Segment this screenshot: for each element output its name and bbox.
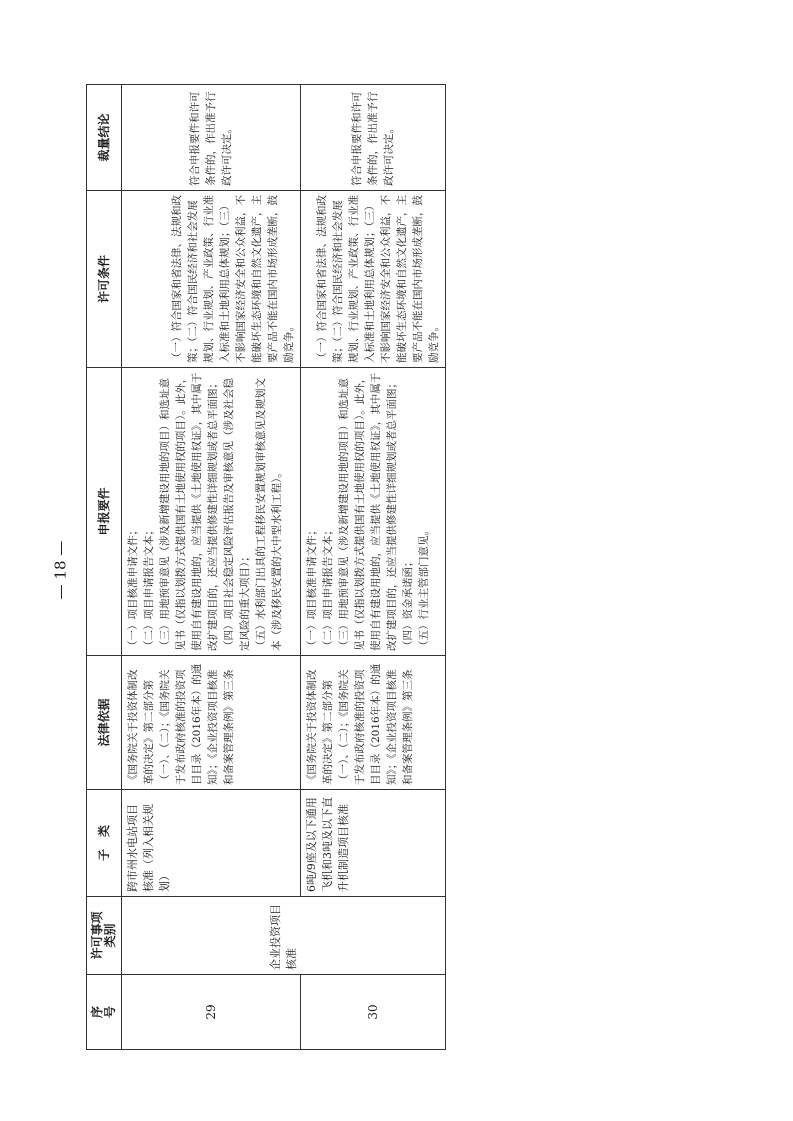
- requirement-item: （二）项目申请报告文本；: [143, 525, 155, 651]
- legal-basis-cell: 《国务院关于投资体制改革的决定》第二部分第（一）、（二）；《国务院关于发布政府核准的投资项目目录（2016年本）的通知》；《企业投资项目核准和备案管理条例》第三条: [122, 656, 301, 790]
- requirement-item: （三）用地预审意见（涉及新增建设用地的项目）和选址意见书（仅指以划拨方式提供国有土地使用权的项目）。此外，使用自有建设用地的，应当提供《土地使用权证》，其中属于改扩建项目的，还应当提供修建性详细规划或者总平面图；: [159, 372, 219, 651]
- requirements-cell: [301, 368, 446, 656]
- category-cell: 企业投资项目核准: [122, 897, 446, 975]
- subcategory-cell: 6吨/9座及以下通用飞机和3吨及以下直升机制造项目核准: [301, 790, 446, 897]
- requirement-item: （一）项目核准申请文件；: [127, 525, 139, 651]
- header-subcategory: 子 类: [87, 790, 122, 897]
- requirement-item: （三）用地预审意见（涉及新增建设用地的项目）和选址意见书（仅指以划拨方式提供国有土地使用权的项目）。此外，使用自有建设用地的，应当提供《土地使用权证》，其中属于改扩建项目的，还应当提供修建性详细规划或者总平面图；: [338, 372, 399, 651]
- legal-basis-cell: 《国务院关于投资体制改革的决定》第二部分第（一）、（二）；《国务院关于发布政府核准的投资项目目录（2016年本）的通知》；《企业投资项目核准和备案管理条例》第三条: [301, 656, 446, 790]
- requirement-item: （四）资金承诺函；: [402, 556, 415, 651]
- conditions-cell: （一）符合国家和省法律、法规和政策；（二）符合国民经济和社会发展规划、行业规划、产业政策、行业准入标准和土地利用总体规划；（三）不影响国家经济安全和公众利益，不能破坏生态环境和自然文化遗产，主要产品不能在国内市场形成垄断，鼓励竞争。: [122, 191, 301, 368]
- header-requirements: 申报要件: [87, 368, 122, 656]
- header-no-line1: 序: [90, 1006, 104, 1019]
- table-row: [122, 85, 301, 1050]
- requirement-item: （五）水利部门出具的工程移民安置规划审核意见及规划文本（涉及移民安置的大中型水利工程）。: [255, 378, 283, 651]
- rotated-table-wrapper: [86, 85, 446, 1050]
- requirement-item: （四）项目社会稳定风险评估报告及审核意见（涉及社会稳定风险的重大项目）；: [223, 378, 251, 651]
- header-no: [87, 975, 122, 1050]
- header-conditions: 许可条件: [87, 191, 122, 368]
- page-number: [40, 540, 80, 600]
- requirement-item: （五）行业主管部门意见。: [418, 525, 431, 651]
- requirement-item: （一）项目核准申请文件；: [306, 525, 319, 651]
- row-number: 29: [122, 975, 301, 1050]
- row-number: 30: [301, 975, 446, 1050]
- result-cell: 符合申报要件和许可条件的，作出准予行政许可决定。: [301, 85, 446, 191]
- header-category-line2: 类别: [103, 923, 117, 948]
- requirement-item: （二）项目申请报告文本；: [322, 525, 335, 651]
- page-number-text: — 18 —: [51, 540, 69, 600]
- header-no-line2: 号: [103, 1006, 117, 1019]
- subcategory-cell: 跨市州水电站项目核准（列入相关规划）: [122, 790, 301, 897]
- permit-table: [86, 84, 446, 1050]
- conditions-cell: （一）符合国家和省法律、法规和政策；（二）符合国民经济和社会发展规划、行业规划、产业政策、行业准入标准和土地利用总体规划；（三）不影响国家经济安全和公众利益，不能破坏生态环境和自然文化遗产，主要产品不能在国内市场形成垄断，鼓励竞争。: [301, 191, 446, 368]
- header-row: [87, 85, 122, 1050]
- requirements-cell: [122, 368, 301, 656]
- header-category-line1: 许可事项: [90, 911, 104, 960]
- header-legal-basis: 法律依据: [87, 656, 122, 790]
- result-cell: 符合申报要件和许可条件的，作出准予行政许可决定。: [122, 85, 301, 191]
- header-result: 裁量结论: [87, 85, 122, 191]
- header-category: [87, 897, 122, 975]
